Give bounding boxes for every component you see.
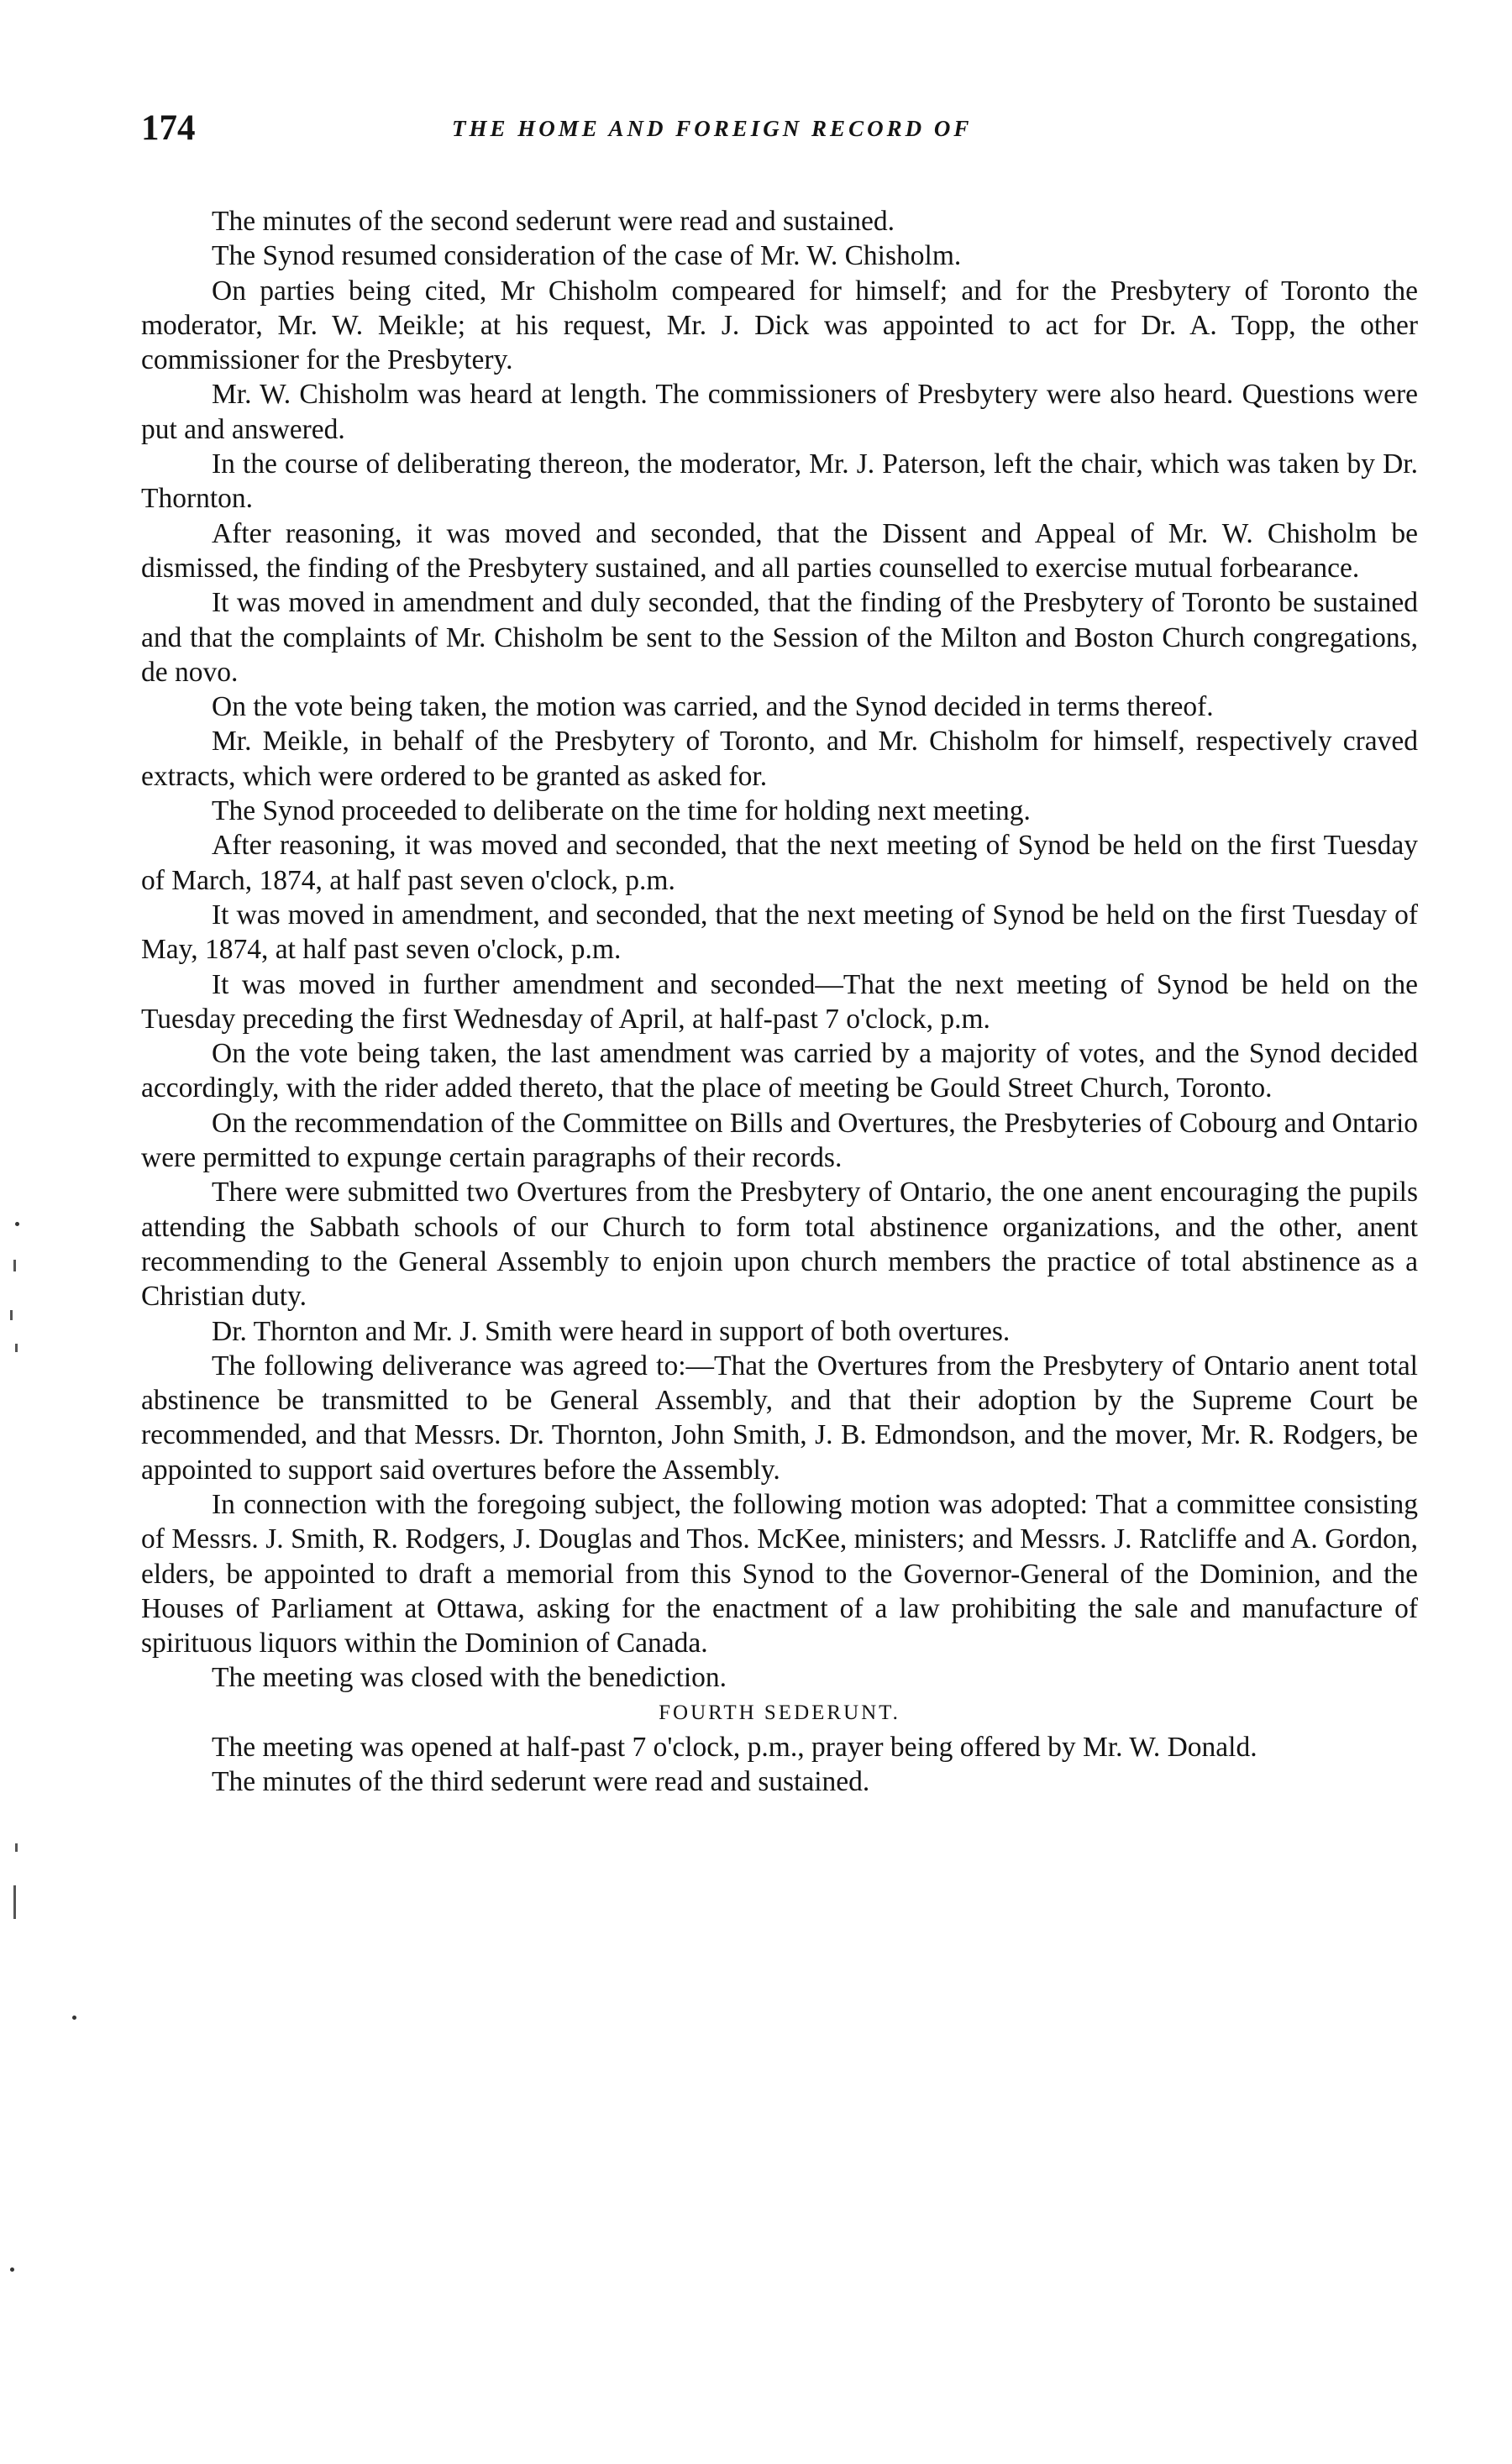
running-title: THE HOME AND FOREIGN RECORD OF (452, 116, 973, 141)
section-heading: FOURTH SEDERUNT. (659, 1701, 900, 1724)
margin-speck (72, 2016, 76, 2020)
page-number: 174 (141, 108, 196, 148)
paragraph: The minutes of the second sederunt were read and sustained. (212, 206, 895, 237)
document-page (141, 107, 1418, 1798)
paragraph: The following deliverance was agreed to:—That the Overtures from the Presbytery of Ontario anent total abstinence be transmitted to be General Assembly, and that their adoption by the Supreme Court be recommended, and that Messrs. Dr. Thornton, John Smith, J. B. Edmondson, and the mover, Mr. R. Rodgers, be appointed to support said overtures before the Assembly. (141, 1350, 1418, 1486)
margin-speck (15, 1344, 18, 1352)
paragraph: On parties being cited, Mr Chisholm compeared for himself; and for the Presbytery of Toronto the moderator, Mr. W. Meikle; at his request, Mr. J. Dick was appointed to act for Dr. A. Topp, the other commissioner for the Presbytery. (141, 275, 1418, 376)
paragraph: There were submitted two Overtures from the Presbytery of Ontario, the one anent encouraging the pupils attending the Sabbath schools of our Church to form total abstinence organizations, and the other, anent recommending to the General Assembly to enjoin upon church members the practice of total abstinence as a Christian duty. (141, 1177, 1418, 1313)
paragraph: Mr. W. Chisholm was heard at length. The commissioners of Presbytery were also heard. Questions were put and answered. (141, 379, 1418, 445)
paragraph: On the recommendation of the Committee on Bills and Overtures, the Presbyteries of Cobourg and Ontario were permitted to expunge certain paragraphs of their records. (141, 1107, 1418, 1174)
paragraph: It was moved in amendment and duly seconded, that the finding of the Presbytery of Toronto be sustained and that the complaints of Mr. Chisholm be sent to the Session of the Milton and Boston Church congregations, de novo. (141, 587, 1418, 688)
margin-speck (13, 1260, 16, 1271)
paragraph: The meeting was closed with the benediction. (212, 1662, 727, 1694)
margin-speck (10, 1310, 13, 1320)
margin-speck (10, 2267, 14, 2272)
paragraph: The meeting was opened at half-past 7 o'clock, p.m., prayer being offered by Mr. W. Donald. (212, 1732, 1257, 1764)
paragraph: On the vote being taken, the last amendment was carried by a majority of votes, and the Synod decided accordingly, with the rider added thereto, that the place of meeting be Gould Street Church, Toronto. (141, 1038, 1418, 1104)
paragraph: Dr. Thornton and Mr. J. Smith were heard in support of both overtures. (212, 1315, 1011, 1347)
paragraph: The Synod proceeded to deliberate on the time for holding next meeting. (212, 795, 1031, 827)
body-text (141, 204, 1418, 1800)
margin-marks (0, 0, 50, 2464)
margin-speck (15, 1222, 19, 1226)
paragraph: It was moved in amendment, and seconded, that the next meeting of Synod be held on the first Tuesday of May, 1874, at half past seven o'clock, p.m. (141, 899, 1418, 966)
paragraph: The Synod resumed consideration of the case of Mr. W. Chisholm. (212, 240, 962, 272)
paragraph: Mr. Meikle, in behalf of the Presbytery of Toronto, and Mr. Chisholm for himself, respectively craved extracts, which were ordered to be granted as asked for. (141, 726, 1418, 792)
paragraph: In the course of deliberating thereon, the moderator, Mr. J. Paterson, left the chair, which was taken by Dr. Thornton. (141, 448, 1418, 515)
paragraph: On the vote being taken, the motion was carried, and the Synod decided in terms thereof. (212, 691, 1214, 723)
paragraph: After reasoning, it was moved and seconded, that the next meeting of Synod be held on the first Tuesday of March, 1874, at half past seven o'clock, p.m. (141, 830, 1418, 896)
paragraph: It was moved in further amendment and seconded—That the next meeting of Synod be held on the Tuesday preceding the first Wednesday of April, at half-past 7 o'clock, p.m. (141, 968, 1418, 1035)
margin-speck (15, 1843, 18, 1852)
paragraph: The minutes of the third sederunt were read and sustained. (212, 1766, 870, 1798)
page-header (141, 107, 1418, 158)
paragraph: After reasoning, it was moved and seconded, that the Dissent and Appeal of Mr. W. Chisholm be dismissed, the finding of the Presbytery sustained, and all parties counselled to exercise mutual forbearance. (141, 517, 1418, 584)
paragraph: In connection with the foregoing subject, the following motion was adopted: That a committee consisting of Messrs. J. Smith, R. Rodgers, J. Douglas and Thos. McKee, ministers; and Messrs. J. Ratcliffe and A. Gordon, elders, be appointed to draft a memorial from this Synod to the Governor-General of the Dominion, and the Houses of Parliament at Ottawa, asking for the enactment of a law prohibiting the sale and manufacture of spirituous liquors within the Dominion of Canada. (141, 1488, 1418, 1659)
margin-speck (13, 1885, 16, 1919)
